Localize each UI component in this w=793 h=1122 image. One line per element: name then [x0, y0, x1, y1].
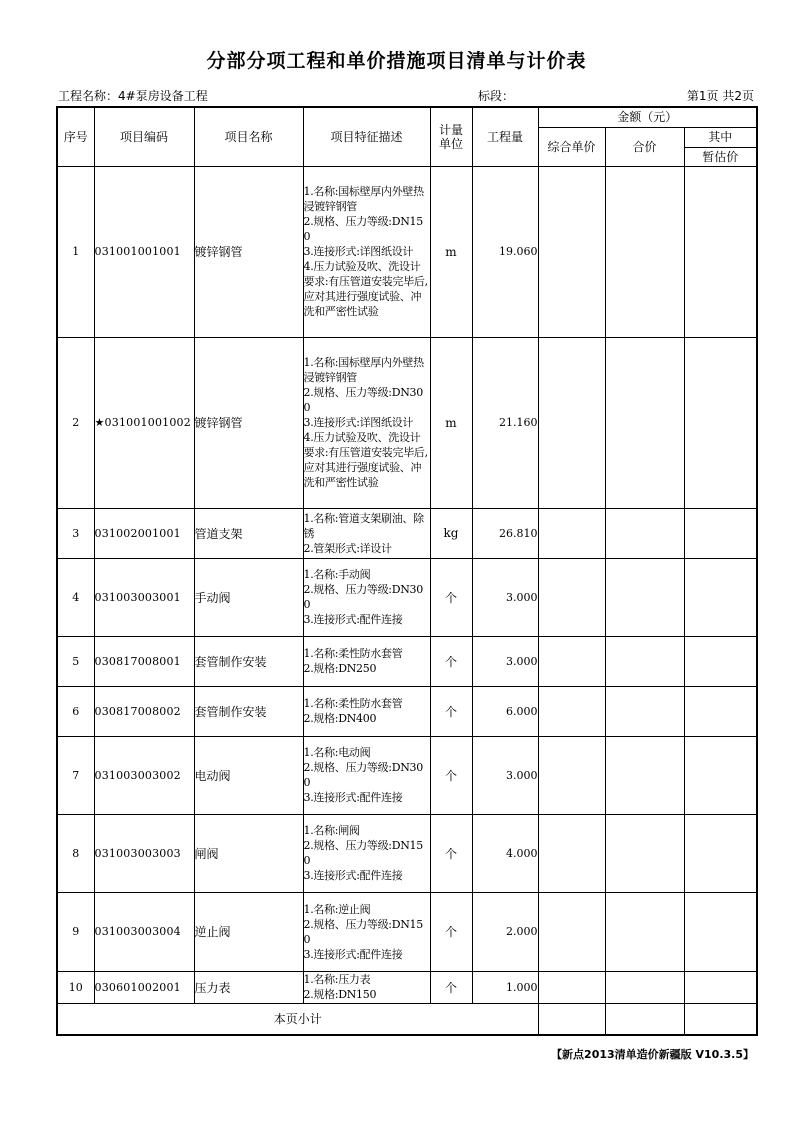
row-name: 镀锌钢管	[194, 166, 303, 337]
row-total	[605, 337, 684, 508]
row-code: 031001001001	[94, 166, 194, 337]
row-desc: 1.名称:压力表 2.规格:DN150	[303, 971, 430, 1003]
row-seq: 1	[57, 166, 94, 337]
row-desc: 1.名称:逆止阀 2.规格、压力等级:DN150 3.连接形式:配件连接	[303, 892, 430, 971]
row-qty: 3.000	[472, 558, 538, 636]
row-seq: 10	[57, 971, 94, 1003]
row-unit: kg	[430, 508, 472, 558]
row-name: 镀锌钢管	[194, 337, 303, 508]
header-seq: 序号	[57, 107, 94, 166]
row-unit-price	[538, 166, 605, 337]
row-desc: 1.名称:电动阀 2.规格、压力等级:DN300 3.连接形式:配件连接	[303, 736, 430, 814]
row-unit: m	[430, 337, 472, 508]
table-row	[57, 686, 757, 736]
row-total	[605, 166, 684, 337]
row-code: 030817008002	[94, 686, 194, 736]
row-unit: 个	[430, 558, 472, 636]
row-unit: 个	[430, 892, 472, 971]
row-code: 031002001001	[94, 508, 194, 558]
row-name: 逆止阀	[194, 892, 303, 971]
row-unit: 个	[430, 686, 472, 736]
header-qty: 工程量	[472, 107, 538, 166]
header-amount: 金额（元）	[538, 107, 757, 127]
page-title: 分部分项工程和单价措施项目清单与计价表	[206, 50, 587, 72]
project-name: 工程名称：4#泵房设备工程	[58, 89, 208, 103]
header-total: 合价	[605, 127, 684, 166]
row-provisional	[684, 166, 757, 337]
row-provisional	[684, 736, 757, 814]
row-unit: 个	[430, 636, 472, 686]
row-unit-price	[538, 558, 605, 636]
row-total	[605, 736, 684, 814]
table-row	[57, 971, 757, 1003]
row-seq: 9	[57, 892, 94, 971]
row-qty: 2.000	[472, 892, 538, 971]
row-name: 管道支架	[194, 508, 303, 558]
subtotal-total	[605, 1003, 684, 1035]
row-desc: 1.名称:柔性防水套管 2.规格:DN250	[303, 636, 430, 686]
row-name: 套管制作安装	[194, 686, 303, 736]
row-provisional	[684, 814, 757, 892]
header-name: 项目名称	[194, 107, 303, 166]
table-row	[57, 892, 757, 971]
row-qty: 21.160	[472, 337, 538, 508]
table-row	[57, 337, 757, 508]
row-qty: 26.810	[472, 508, 538, 558]
subtotal-label: 本页小计	[57, 1003, 538, 1035]
software-version: 【新点2013清单造价新疆版 V10.3.5】	[551, 1048, 754, 1061]
row-unit-price	[538, 337, 605, 508]
row-name: 电动阀	[194, 736, 303, 814]
row-code: ★031001001002	[94, 337, 194, 508]
row-code: 030601002001	[94, 971, 194, 1003]
row-desc: 1.名称:柔性防水套管 2.规格:DN400	[303, 686, 430, 736]
bill-of-quantities-table	[56, 106, 758, 1036]
row-provisional	[684, 508, 757, 558]
table-row	[57, 736, 757, 814]
row-unit-price	[538, 636, 605, 686]
row-unit: 个	[430, 736, 472, 814]
subtotal-unit-price	[538, 1003, 605, 1035]
row-desc: 1.名称:闸阀 2.规格、压力等级:DN150 3.连接形式:配件连接	[303, 814, 430, 892]
row-total	[605, 686, 684, 736]
row-desc: 1.名称:手动阀 2.规格、压力等级:DN300 3.连接形式:配件连接	[303, 558, 430, 636]
row-qty: 1.000	[472, 971, 538, 1003]
row-provisional	[684, 636, 757, 686]
row-provisional	[684, 971, 757, 1003]
row-desc: 1.名称:国标壁厚内外壁热浸镀锌钢管 2.规格、压力等级:DN300 3.连接形式:详图纸设计 4.压力试验及吹、洗设计要求:有压管道安装完毕后,应对其进行强度试验、冲洗和严密性试验	[303, 337, 430, 508]
row-unit-price	[538, 736, 605, 814]
row-name: 套管制作安装	[194, 636, 303, 686]
row-provisional	[684, 686, 757, 736]
row-provisional	[684, 558, 757, 636]
header-unit: 计量单位	[430, 107, 472, 166]
header-code: 项目编码	[94, 107, 194, 166]
row-name: 手动阀	[194, 558, 303, 636]
row-desc: 1.名称:管道支架刷油、除锈 2.管架形式:详设计	[303, 508, 430, 558]
row-qty: 3.000	[472, 736, 538, 814]
section-label: 标段：	[478, 89, 515, 103]
row-unit-price	[538, 892, 605, 971]
table-row	[57, 166, 757, 337]
row-seq: 8	[57, 814, 94, 892]
row-total	[605, 814, 684, 892]
row-unit-price	[538, 971, 605, 1003]
row-name: 闸阀	[194, 814, 303, 892]
row-seq: 4	[57, 558, 94, 636]
row-unit-price	[538, 508, 605, 558]
row-seq: 3	[57, 508, 94, 558]
row-qty: 3.000	[472, 636, 538, 686]
row-code: 030817008001	[94, 636, 194, 686]
row-unit: 个	[430, 971, 472, 1003]
row-total	[605, 971, 684, 1003]
row-seq: 7	[57, 736, 94, 814]
row-provisional	[684, 892, 757, 971]
row-unit: m	[430, 166, 472, 337]
header-provisional: 暂估价	[684, 147, 757, 166]
row-code: 031003003002	[94, 736, 194, 814]
row-unit: 个	[430, 814, 472, 892]
header-unit-price: 综合单价	[538, 127, 605, 166]
row-total	[605, 636, 684, 686]
subtotal-provisional	[684, 1003, 757, 1035]
row-qty: 4.000	[472, 814, 538, 892]
row-code: 031003003003	[94, 814, 194, 892]
row-total	[605, 508, 684, 558]
row-code: 031003003004	[94, 892, 194, 971]
header-of-which: 其中	[684, 127, 757, 147]
row-qty: 19.060	[472, 166, 538, 337]
table-row	[57, 508, 757, 558]
row-unit-price	[538, 814, 605, 892]
row-unit-price	[538, 686, 605, 736]
row-seq: 6	[57, 686, 94, 736]
row-provisional	[684, 337, 757, 508]
table-row	[57, 558, 757, 636]
row-desc: 1.名称:国标壁厚内外壁热浸镀锌钢管 2.规格、压力等级:DN150 3.连接形式:详图纸设计 4.压力试验及吹、洗设计要求:有压管道安装完毕后,应对其进行强度试验、冲洗和严密性试验	[303, 166, 430, 337]
row-seq: 2	[57, 337, 94, 508]
row-seq: 5	[57, 636, 94, 686]
table-row	[57, 636, 757, 686]
row-code: 031003003001	[94, 558, 194, 636]
row-qty: 6.000	[472, 686, 538, 736]
page-indicator: 第1页 共2页	[686, 89, 754, 103]
row-total	[605, 558, 684, 636]
row-total	[605, 892, 684, 971]
row-name: 压力表	[194, 971, 303, 1003]
table-row	[57, 814, 757, 892]
header-desc: 项目特征描述	[303, 107, 430, 166]
